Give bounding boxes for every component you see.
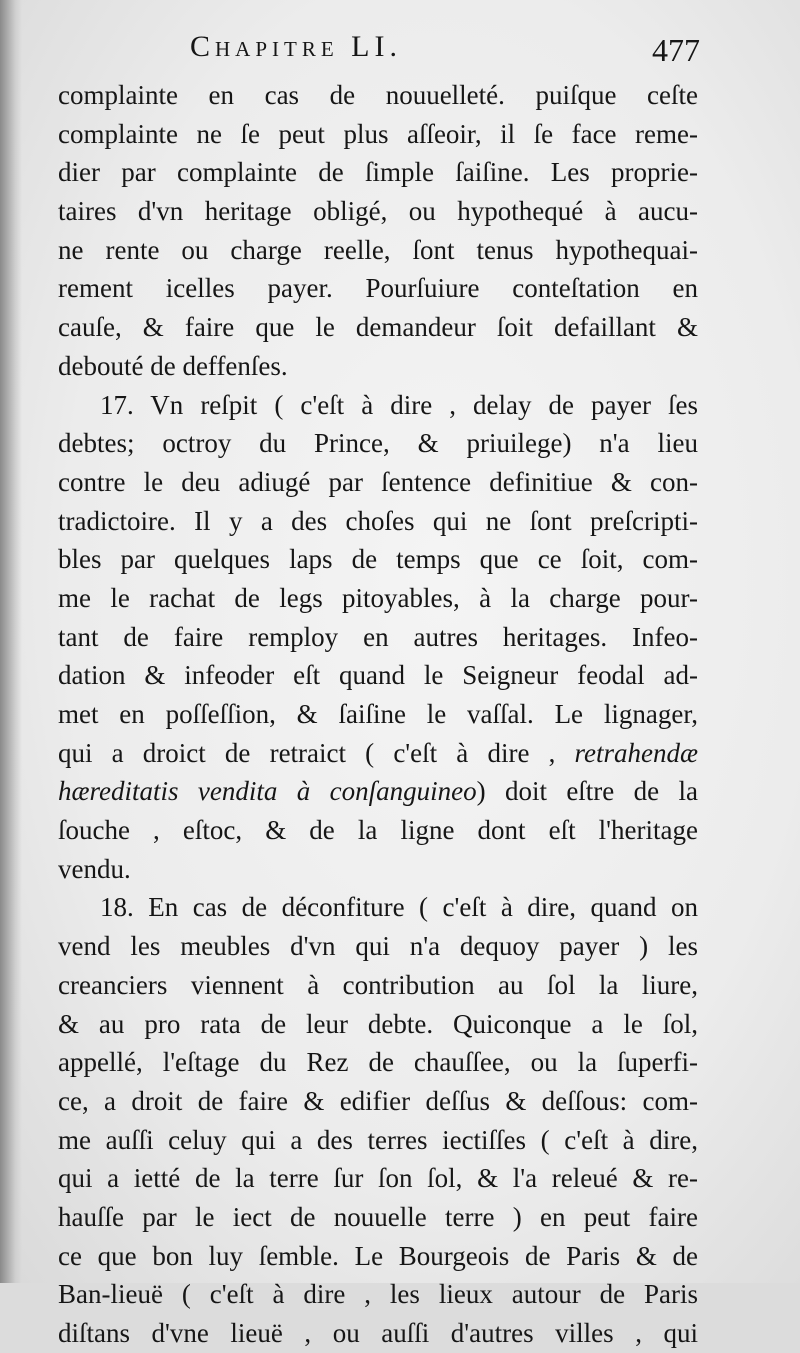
line-text: contre le deu adiugé par ſentence definitiue & con- [58,466,698,497]
text-line [58,579,698,618]
text-line [58,1005,698,1044]
text-line [58,192,698,231]
text-line [58,502,698,541]
running-title: Chapitre LI. [190,30,402,63]
line-text: appellé, l'eſtage du Rez de chauſſee, ou la ſuperfi- [58,1047,698,1078]
line-text: ce, a droit de faire & edifier deſſus & deſſous: com- [58,1085,698,1116]
text-line [58,927,698,966]
text-line [58,269,698,308]
text-line [58,153,698,192]
latin-phrase: retrahendæ [574,737,698,768]
text-line [58,115,698,154]
text-line [58,463,698,502]
line-text: dation & infeoder eſt quand le Seigneur feodal ad- [58,660,698,691]
text-line [58,1314,698,1353]
text-line [58,347,698,386]
line-text: vendu. [58,853,131,884]
line-tail: ) doit eſtre de la [476,776,698,807]
line-text: 18. En cas de déconfiture ( c'eſt à dire, quand on [100,892,698,923]
body-text [58,76,698,1353]
line-text: me auſſi celuy qui a des terres iectiſſes ( c'eſt à dire, [58,1124,698,1155]
text-line [58,308,698,347]
text-line [58,656,698,695]
page-header [60,30,700,74]
text-line [58,1121,698,1160]
text-line [58,76,698,115]
text-line [58,1198,698,1237]
line-text: hauſſe par le iect de nouuelle terre ) en peut faire [58,1201,698,1232]
line-text: me le rachat de legs pitoyables, à la charge pour- [58,582,698,613]
binding-gutter [0,0,22,1283]
text-line [58,811,698,850]
line-text: vend les meubles d'vn qui n'a dequoy payer ) les [58,931,698,962]
page-number: 477 [652,32,700,68]
line-text: debouté de deffenſes. [58,350,288,381]
text-line [58,1159,698,1198]
line-text: tradictoire. Il y a des choſes qui ne ſont preſcripti- [58,505,698,536]
text-line [58,386,698,425]
text-line [58,540,698,579]
text-line [58,695,698,734]
line-text: cauſe, & faire que le demandeur ſoit defaillant & [58,312,698,343]
line-text: 17. Vn reſpit ( c'eſt à dire , delay de payer ſes [100,389,698,420]
line-text: rement icelles payer. Pourſuiure conteſtation en [58,273,698,304]
text-line [58,231,698,270]
text-line [58,1237,698,1276]
line-text: qui a droict de retraict ( c'eſt à dire , [58,737,575,768]
text-line [58,618,698,657]
text-line [58,734,698,773]
line-text: complainte ne ſe peut plus aſſeoir, il ſe face reme- [58,118,698,149]
line-text: & au pro rata de leur debte. Quiconque a le ſol, [58,1008,698,1039]
line-text: tant de faire remploy en autres heritages. Infeo- [58,621,698,652]
line-text: qui a ietté de la terre ſur ſon ſol, & l'a releué & re- [58,1163,698,1194]
line-text: met en poſſeſſion, & ſaiſine le vaſſal. Le lignager, [58,699,698,729]
line-text: ce que bon luy ſemble. Le Bourgeois de Paris & de [58,1240,698,1271]
line-text: hæreditatis vendita à conſanguineo [58,776,477,807]
text-line [58,850,698,889]
text-line [58,424,698,463]
text-line [58,1275,698,1314]
line-text: diſtans d'vne lieuë , ou auſſi d'autres villes , qui [58,1318,698,1348]
line-text: dier par complainte de ſimple ſaiſine. Les proprie- [58,157,698,188]
line-text: taires d'vn heritage obligé, ou hypothequé à aucu- [58,196,698,227]
text-line [58,1082,698,1121]
line-text: Ban-lieuë ( c'eſt à dire , les lieux autour de Paris [58,1279,698,1310]
text-line [58,966,698,1005]
line-text: ne rente ou charge reelle, ſont tenus hypothequai- [58,234,698,265]
line-text: complainte en cas de nouuelleté. puiſque ceſte [58,80,698,110]
line-text: ſouche , eſtoc, & de la ligne dont eſt l'heritage [58,815,698,846]
line-text: bles par quelques laps de temps que ce ſoit, com- [58,544,698,575]
line-text: creanciers viennent à contribution au ſol la liure, [58,969,698,1000]
text-line [58,1043,698,1082]
text-line [58,888,698,927]
text-line [58,772,698,811]
line-text: debtes; octroy du Prince, & priuilege) n'a lieu [58,428,698,459]
